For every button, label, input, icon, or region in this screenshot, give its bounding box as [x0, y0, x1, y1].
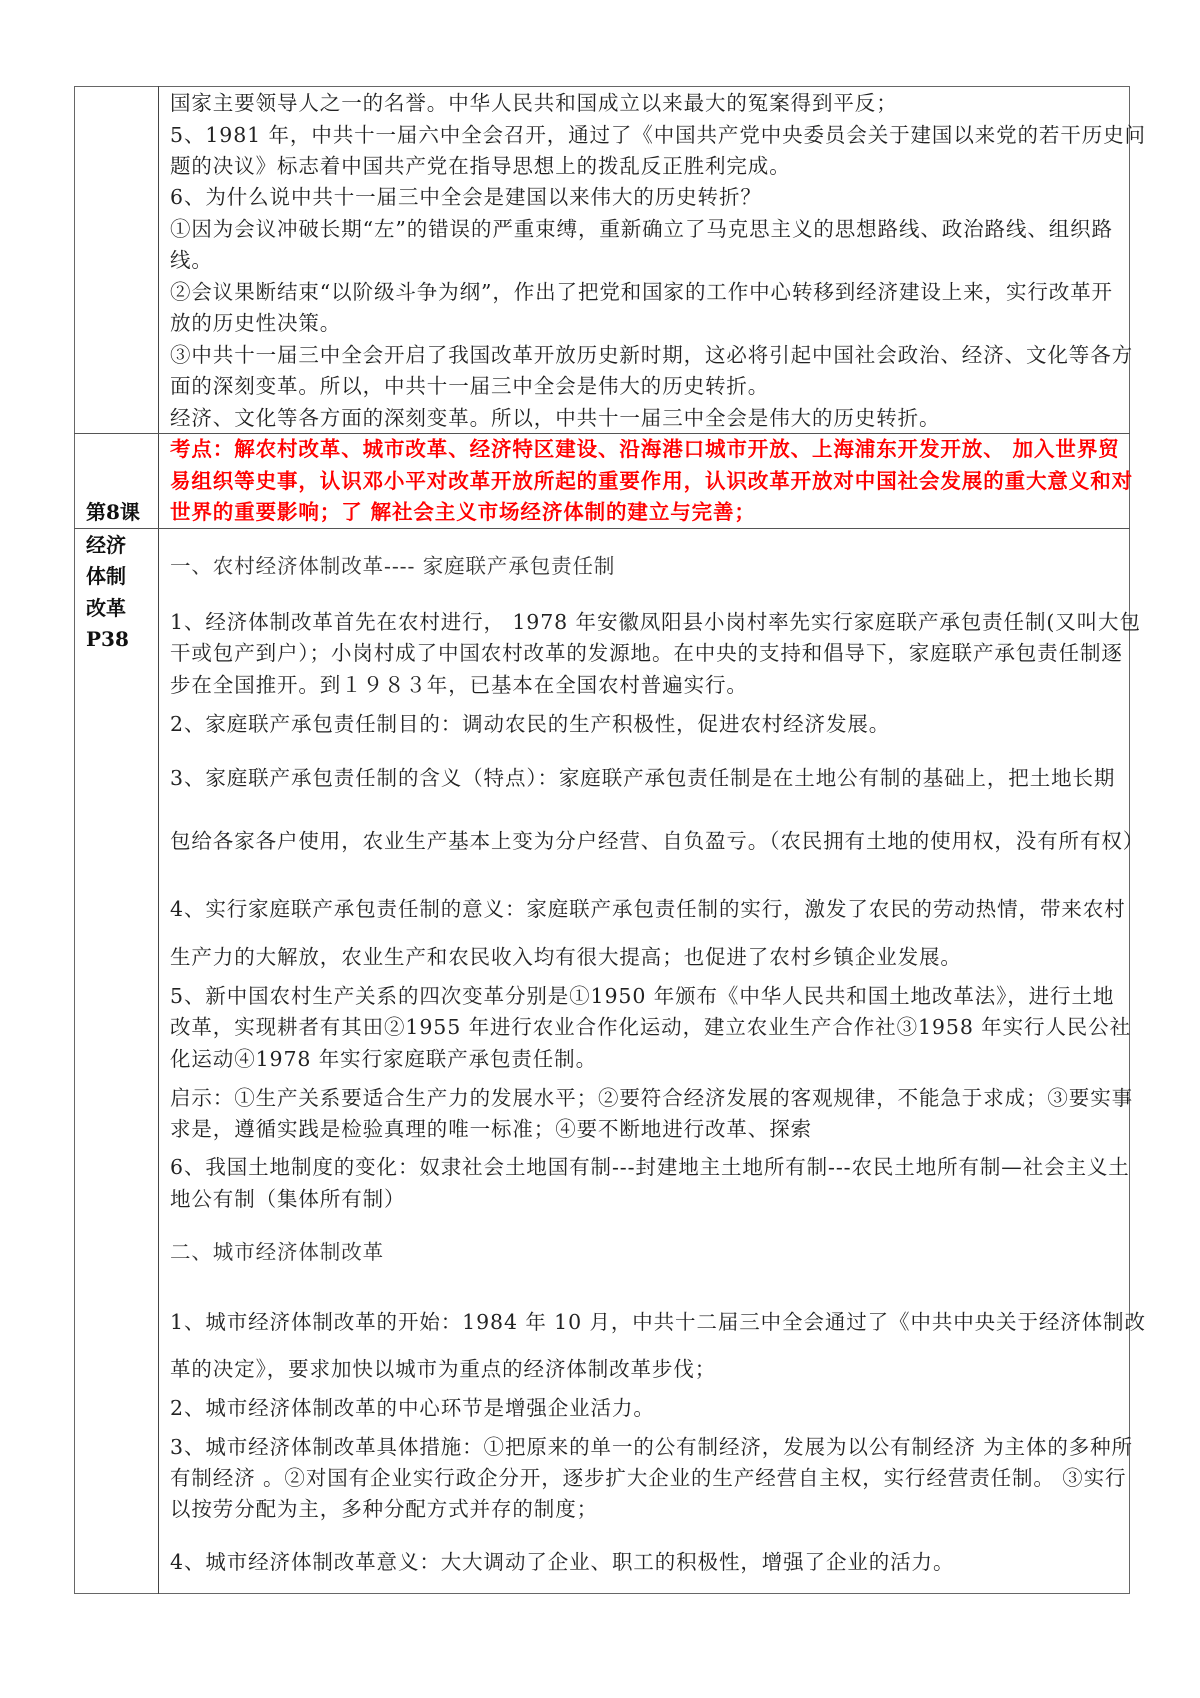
text-line: 有制经济 。②对国有企业实行政企分开，逐步扩大企业的生产经营自主权，实行经营责任制。 ③实行 [170, 1466, 1127, 1490]
text-line: 5、新中国农村生产关系的四次变革分别是①1950 年颁布《中华人民共和国土地改革法》，进行土地 [170, 984, 1115, 1008]
section-heading: 二、城市经济体制改革 [170, 1240, 384, 1264]
section-heading: 一、农村经济体制改革---- 家庭联产承包责任制 [170, 554, 616, 578]
text-line: 生产力的大解放，农业生产和农民收入均有很大提高；也促进了农村乡镇企业发展。 [170, 945, 962, 969]
text-line: 1、城市经济体制改革的开始：1984 年 10 月，中共十二届三中全会通过了《中共中央关于经济体制改 [170, 1310, 1146, 1334]
text-line: 地公有制（集体所有制） [170, 1187, 406, 1211]
lesson-title-line: 经济 [86, 533, 126, 557]
text-line: 2、家庭联产承包责任制目的：调动农民的生产积极性，促进农村经济发展。 [170, 712, 891, 736]
exam-points-line: 考点：解农村改革、城市改革、经济特区建设、沿海港口城市开放、上海浦东开发开放、 加入世界贸 [170, 437, 1120, 461]
text-line: 包给各家各户使用，农业生产基本上变为分户经营、自负盈亏。（农民拥有土地的使用权，没有所有权） [170, 829, 1145, 853]
text-line: 干或包产到户）；小岗村成了中国农村改革的发源地。在中央的支持和倡导下，家庭联产承包责任制逐 [170, 641, 1123, 665]
text-line: 6、我国土地制度的变化：奴隶社会土地国有制---封建地主土地所有制---农民土地所有制—社会主义土 [170, 1155, 1130, 1179]
text-line: 6、为什么说中共十一届三中全会是建国以来伟大的历史转折？ [170, 185, 762, 209]
text-line: 改革，实现耕者有其田②1955 年进行农业合作化运动，建立农业生产合作社③1958 年实行人民公社 [170, 1015, 1131, 1039]
text-line: 化运动④1978 年实行家庭联产承包责任制。 [170, 1047, 597, 1071]
lesson-number: 第8课 [86, 500, 140, 524]
text-line: 1、经济体制改革首先在农村进行， 1978 年安徽凤阳县小岗村率先实行家庭联产承包责任制(又叫大包 [170, 610, 1141, 634]
text-line: 步在全国推开。到１９８３年，已基本在全国农村普遍实行。 [170, 673, 748, 697]
text-line: 革的决定》，要求加快以城市为重点的经济体制改革步伐； [170, 1357, 717, 1381]
text-line: 5、1981 年，中共十一届六中全会召开，通过了《中国共产党中央委员会关于建国以来党的若干历史问 [170, 123, 1146, 147]
text-line: ②会议果断结束“以阶级斗争为纲”，作出了把党和国家的工作中心转移到经济建设上来，实行改革开 [170, 280, 1113, 304]
text-line: 国家主要领导人之一的名誉。中华人民共和国成立以来最大的冤案得到平反； [170, 91, 898, 115]
lesson-page: P38 [86, 627, 129, 651]
lesson-title-line: 体制 [86, 564, 126, 588]
text-line: 面的深刻变革。所以，中共十一届三中全会是伟大的历史转折。 [170, 374, 770, 398]
row-divider [74, 528, 1130, 529]
row-divider [74, 433, 1130, 434]
text-line: 2、城市经济体制改革的中心环节是增强企业活力。 [170, 1396, 655, 1420]
exam-points-line: 世界的重要影响；了 解社会主义市场经济体制的建立与完善； [170, 500, 756, 524]
text-line: 4、城市经济体制改革意义：大大调动了企业、职工的积极性，增强了企业的活力。 [170, 1550, 955, 1574]
text-line: 3、家庭联产承包责任制的含义（特点）：家庭联产承包责任制是在土地公有制的基础上，把土地长期 [170, 766, 1116, 790]
text-line: 求是，遵循实践是检验真理的唯一标准；④要不断地进行改革、探索 [170, 1117, 812, 1141]
exam-points-line: 易组织等史事，认识邓小平对改革开放所起的重要作用，认识改革开放对中国社会发展的重大意义和对 [170, 469, 1133, 493]
lesson-title-line: 改革 [86, 596, 126, 620]
text-line: 放的历史性决策。 [170, 311, 342, 335]
text-line: 经济、文化等各方面的深刻变革。所以，中共十一届三中全会是伟大的历史转折。 [170, 406, 941, 430]
text-line: 线。 [170, 248, 213, 272]
text-line: ③中共十一届三中全会开启了我国改革开放历史新时期，这必将引起中国社会政治、经济、文化等各方 [170, 343, 1133, 367]
column-divider [158, 86, 159, 1594]
text-line: 4、实行家庭联产承包责任制的意义：家庭联产承包责任制的实行，激发了农民的劳动热情，带来农村 [170, 897, 1126, 921]
text-line: 3、城市经济体制改革具体措施：①把原来的单一的公有制经济，发展为以公有制经济 为主体的多种所 [170, 1435, 1133, 1459]
text-line: ①因为会议冲破长期“左”的错误的严重束缚，重新确立了马克思主义的思想路线、政治路线、组织路 [170, 217, 1113, 241]
text-line: 以按劳分配为主，多种分配方式并存的制度； [170, 1497, 598, 1521]
text-line: 题的决议》标志着中国共产党在指导思想上的拨乱反正胜利完成。 [170, 154, 791, 178]
text-line: 启示：①生产关系要适合生产力的发展水平；②要符合经济发展的客观规律，不能急于求成；③要实事 [170, 1086, 1133, 1110]
